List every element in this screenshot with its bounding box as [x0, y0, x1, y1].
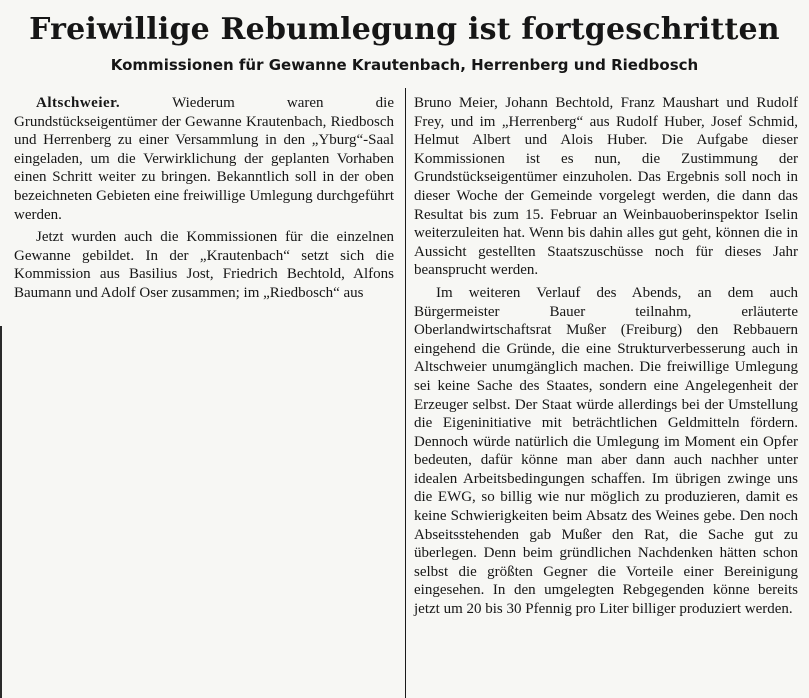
article-paragraph [14, 94, 394, 224]
article-paragraph: Bruno Meier, Johann Bechtold, Franz Maushart und Rudolf Frey, und im „Herrenberg“ aus Rudolf Huber, Josef Schmid, Helmut Albert und Alois Huber. Die Aufgabe dieser Kommissionen ist es nun, die Zustimmung der Grundstückseigentümer einzuholen. Das Ergebnis soll noch in dieser Woche der Gemeinde vorgelegt werden, die dann das Resultat bis zum 15. Februar an Weinbauoberinspektor Iselin weiterzuleiten hat. Wenn bis dahin alles gut geht, können die in Aussicht gestellten Staatszuschüsse noch für dieses Jahr beansprucht werden. [414, 95, 798, 279]
article-column-right [414, 94, 798, 619]
paragraph-text: Wiederum waren die Grundstückseigentümer der Gewanne Krautenbach, Riedbosch und Herrenberg zu einer Versammlung in den „Yburg“-Saal eingeladen, um die Verwirklichung der geplanten Vorhaben einen Schritt weiter zu bringen. Bekanntlich soll in der oben bezeichneten Gebieten eine freiwillige Umlegung durchgeführt werden. [14, 95, 395, 223]
article-subheadline: Kommissionen für Gewanne Krautenbach, Herrenberg und Riedbosch [110, 56, 699, 74]
article-paragraph: Jetzt wurden auch die Kommissionen für die einzelnen Gewanne gebildet. In der „Krautenbach“ setzt sich die Kommission aus Basilius Jost, Friedrich Bechtold, Alfons Baumann und Adolf Oser zusammen; im „Riedbosch“ aus [14, 229, 394, 301]
article-headline: Freiwillige Rebumlegung ist fortgeschritten [29, 12, 780, 47]
dateline: Altschweier. [36, 95, 121, 111]
column-divider [405, 88, 406, 698]
article-column-left [14, 94, 394, 303]
article-paragraph: Im weiteren Verlauf des Abends, an dem auch Bürgermeister Bauer teilnahm, erläuterte Oberlandwirtschaftsrat Mußer (Freiburg) den Rebbauern eingehend die Gründe, die eine Strukturverbesserung auch in Altschweier unumgänglich machen. Die freiwillige Umlegung sei keine Sache des Staates, sondern eine Angelegenheit der Erzeuger selbst. Der Staat würde allerdings bei der Umstellung die Eigeninitiative mit beträchtlichen Geldmitteln fördern. Dennoch würde natürlich die Umlegung im Moment ein Opfer bedeuten, dafür könne man aber dann auch nachher unter idealen Arbeitsbedingungen schaffen. Im übrigen zwinge uns die EWG, so billig wie nur möglich zu produzieren, damit es keine Schwierigkeiten beim Absatz des Weines gebe. Den noch Abseitsstehenden gab Mußer den Rat, die Sache gut zu überlegen. Denn beim gründlichen Nachdenken hätten schon selbst die größten Gegner die Vorteile einer Bereinigung eingesehen. In den umgelegten Rebgegenden könne bereits jetzt um 20 bis 30 Pfennig pro Liter billiger produziert werden. [414, 284, 798, 618]
left-margin-rule [0, 326, 2, 698]
